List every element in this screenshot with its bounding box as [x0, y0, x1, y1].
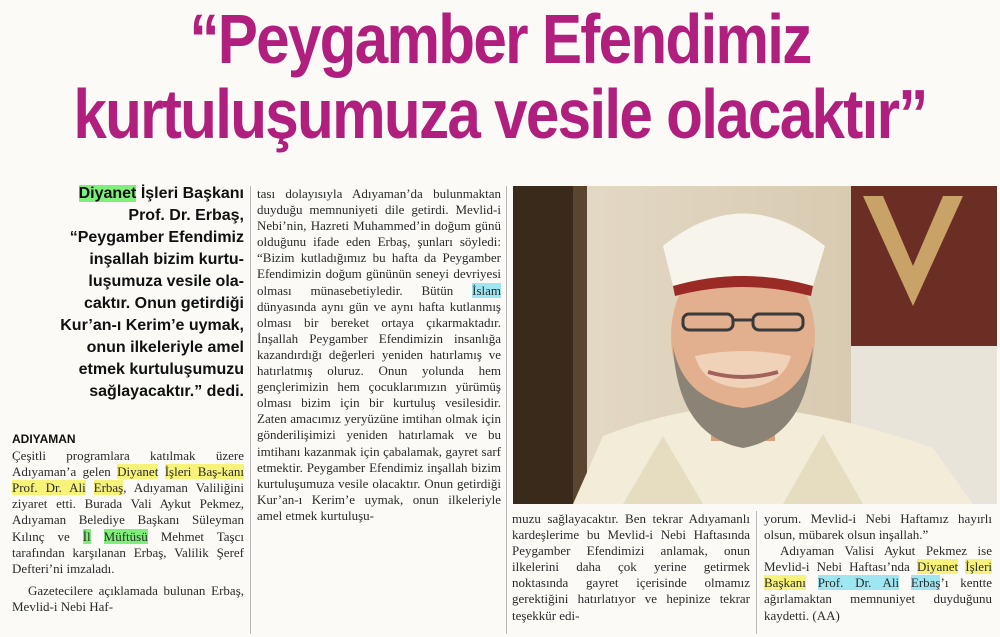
- portrait-photo: [513, 186, 997, 504]
- highlight: İl: [82, 528, 91, 544]
- paragraph: Gazetecilere açıklamada bulunan Erbaş, Mevlid-i Nebi Haf-: [12, 582, 244, 614]
- highlight: Müftüsü: [103, 528, 148, 544]
- article-column-4: [764, 511, 992, 624]
- paragraph: yorum. Mevlid-i Nebi Haftamız hayırlı olsun, mübarek olsun inşallah.”: [764, 511, 992, 543]
- highlight: İşleri Baş-: [164, 464, 222, 480]
- text-run: [86, 480, 94, 495]
- text-run: tası dolayısıyla Adıyaman’da bulunmaktan duyduğu memnuniyeti dile getirdi. Mevlid-i Nebi’nin, Hazreti Muhammed’in doğum günü olduğunu ifade eden Erbaş, şunları söyledi: “Bizim kutladığımız bu hafta da Peygamber Efendimizin doğum gününün seneyi devriyesi olması münasebetiyledir. Bütün: [257, 186, 501, 298]
- lead-line: caktır. Onun getirdiği: [83, 295, 244, 312]
- lead-line: inşallah bizim kurtu-: [89, 251, 244, 268]
- lead-summary: [14, 183, 244, 403]
- text-run: ’ı kentte ağırlamaktan memnuniyet duyduğunu kaydetti. (AA): [764, 575, 992, 623]
- paragraph: [764, 543, 992, 623]
- headline-line-1: “Peygamber Efendimiz: [189, 0, 811, 78]
- highlight: Prof. Dr. Ali: [817, 575, 900, 591]
- text-run: [806, 575, 818, 590]
- column-divider: [250, 186, 251, 634]
- headline-line-2: kurtuluşumuza vesile olacaktır”: [73, 75, 927, 153]
- highlight: İşleri Başkanı: [764, 559, 993, 591]
- article-column-3: [512, 511, 750, 624]
- paragraph: [12, 448, 244, 577]
- text-run: dünyasında aynı gün ve aynı hafta kutlanmış olması bir bereket ortaya çıkarmaktadır. İnşallah Peygamber Efendimizin insanlığa kazandırdığı değerleri yeniden hatırlamış ve hatırlatmış oluruz. Onun yolunda hem gençlerimizin hem çocuklarımızın yürümüş olması bizim için bir kurtuluş vesilesidir. Zaten amacımız yeryüzüne imtihan olmak için gönderilişimizi yeniden hatırlamak ve bu imtihanı kazanmak için çabalamak, gayret sarf etmektir. Peygamber Efendimiz inşallah bizim kurtuluşumuza vesile olacaktır. Onun getirdiği Kur’an-ı Kerim’e uymak, onun ilkeleriyle amel etmek kurtuluşu-: [257, 298, 501, 523]
- lead-text: İşleri Başkanı: [136, 185, 244, 202]
- lead-line: etmek kurtuluşumuzu: [78, 361, 244, 378]
- text-run: Çeşitli programlara katılmak üzere Adıyaman’a gelen: [12, 448, 244, 480]
- lead-line: luşumuza vesile ola-: [88, 273, 244, 290]
- column-divider: [506, 186, 507, 634]
- highlight: Erbaş: [93, 480, 124, 496]
- article-column-2: [257, 186, 501, 524]
- highlight: Diyanet: [78, 185, 137, 202]
- paragraph: [257, 186, 501, 524]
- text-run: Adıyaman Valisi Aykut Pekmez ise Mevlid-i Nebi Haftası’nda: [764, 543, 992, 575]
- lead-line: onun ilkeleriyle amel: [86, 339, 244, 356]
- highlight: Diyanet: [916, 559, 959, 575]
- text-run: , Adıyaman Valiliğini ziyaret etti. Burada Vali Aykut Pekmez, Adıyaman Belediye Başkanı Süleyman Kılınç ve: [12, 480, 244, 544]
- dateline: ADIYAMAN: [12, 432, 76, 446]
- lead-line: Kur’an-ı Kerim’e uymak,: [60, 317, 244, 334]
- headline: [70, 2, 930, 152]
- highlight: Prof. Dr. Ali: [12, 480, 86, 496]
- text-run: [91, 529, 104, 544]
- column-divider: [756, 511, 757, 634]
- lead-line: Prof. Dr. Erbaş,: [128, 207, 244, 224]
- highlight: Erbaş: [910, 575, 941, 591]
- highlight: kanı: [221, 464, 244, 480]
- portrait-illustration: [513, 186, 997, 504]
- text-run: [899, 575, 911, 590]
- lead-line: [14, 183, 244, 205]
- text-run: [158, 464, 164, 479]
- highlight: Diyanet: [117, 464, 159, 480]
- highlight: İslam: [472, 282, 501, 298]
- text-run: Mehmet Taşcı tarafından karşılanan Erbaş, Valilik Şeref Defteri’ni imzaladı.: [12, 528, 245, 576]
- lead-line: “Peygamber Efendimiz: [69, 229, 244, 246]
- article-column-1: [12, 431, 244, 615]
- paragraph: muzu sağlayacaktır. Ben tekrar Adıyamanlı kardeşlerime bu Mevlid-i Nebi Haftasında Peygamber Efendimizi anlamak, onun ilkelerini daha çok yerine getirmek noktasında gayret içerisinde olmamız gerektiğini hatırlatıyor ve hepinize tekrar teşekkür edi-: [512, 511, 750, 623]
- lead-line: sağlayacaktır.” dedi.: [89, 383, 244, 400]
